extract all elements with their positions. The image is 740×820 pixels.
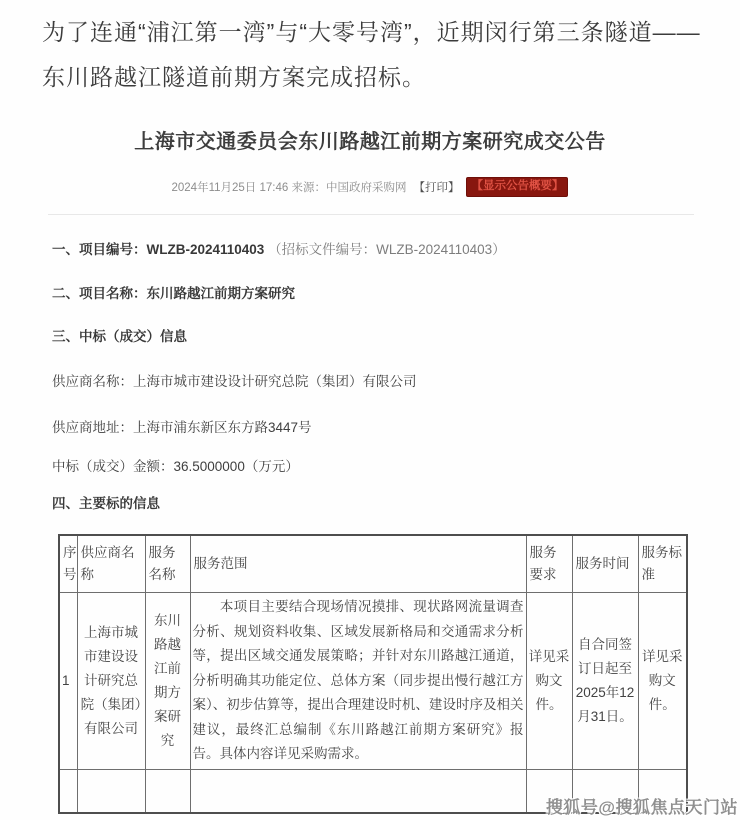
bid-doc-number-note: （招标文件编号：WLZB-2024110403）	[268, 241, 506, 257]
cell-supplier: 上海市城市建设设计研究总院（集团）有限公司	[77, 593, 145, 770]
col-header-seq: 序号	[59, 535, 77, 593]
col-header-service-name: 服务名称	[145, 535, 190, 593]
cell-service-standard: 详见采购文件。	[638, 593, 687, 770]
empty-cell	[59, 769, 77, 813]
project-number-value: WLZB-2024110403	[146, 241, 265, 257]
scope-text: 本项目主要结合现场情况摸排、现状路网流量调查分析、规划资料收集、区域发展新格局和交通需求分析等，提出区域交通发展策略；并针对东川路越江通道，分析明确其功能定位、总体方案（同步提出慢行越江方案）、初步估算等，提出合理建设时机、建设时序及相关建议，最终汇总编制《东川路越江前期方案研究》报告。具体内容详见采购需求。	[192, 599, 524, 762]
col-header-supplier: 供应商名称	[77, 535, 145, 593]
project-number-line	[52, 241, 700, 259]
show-summary-button[interactable]: 【显示公告概要】	[466, 177, 568, 197]
announcement-datetime-source: 2024年11月25日 17:46 来源：中国政府采购网	[171, 181, 407, 194]
project-number-label: 一、项目编号：	[52, 241, 147, 257]
award-amount-line: 中标（成交）金额：36.5000000（万元）	[52, 458, 299, 474]
cell-service-scope	[190, 593, 526, 770]
article-lead-paragraph: 为了连通“浦江第一湾”与“大零号湾”，近期闵行第三条隧道——东川路越江隧道前期方案完成招标。	[42, 19, 701, 90]
col-header-service-requirement: 服务要求	[526, 535, 572, 593]
supplier-address-line: 供应商地址：上海市浦东新区东方路3447号	[52, 419, 312, 435]
col-header-service-time: 服务时间	[572, 535, 638, 593]
cell-seq: 1	[59, 593, 77, 770]
supplier-name-line: 供应商名称：上海市城市建设设计研究总院（集团）有限公司	[52, 373, 417, 389]
sohu-watermark: 搜狐号@搜狐焦点天门站	[545, 798, 738, 817]
announcement-title: 上海市交通委员会东川路越江前期方案研究成交公告	[134, 131, 606, 153]
main-subject-heading: 四、主要标的信息	[52, 495, 160, 511]
empty-cell	[77, 769, 145, 813]
project-name-line: 二、项目名称：东川路越江前期方案研究	[52, 285, 295, 301]
announcement-body	[52, 241, 700, 513]
cell-service-name: 东川路越江前期方案研究	[145, 593, 190, 770]
cell-service-requirement: 详见采购文件。	[526, 593, 572, 770]
table-header-row	[59, 535, 687, 593]
table-row	[59, 593, 687, 770]
col-header-service-standard: 服务标准	[638, 535, 687, 593]
award-details-table	[58, 534, 688, 815]
col-header-service-scope: 服务范围	[190, 535, 526, 593]
award-info-heading: 三、中标（成交）信息	[52, 328, 187, 344]
empty-cell	[190, 769, 526, 813]
print-button[interactable]: 【打印】	[413, 181, 460, 194]
header-divider	[48, 214, 694, 215]
announcement-meta	[0, 177, 740, 197]
cell-service-time: 自合同签订日起至2025年12月31日。	[572, 593, 638, 770]
empty-cell	[145, 769, 190, 813]
